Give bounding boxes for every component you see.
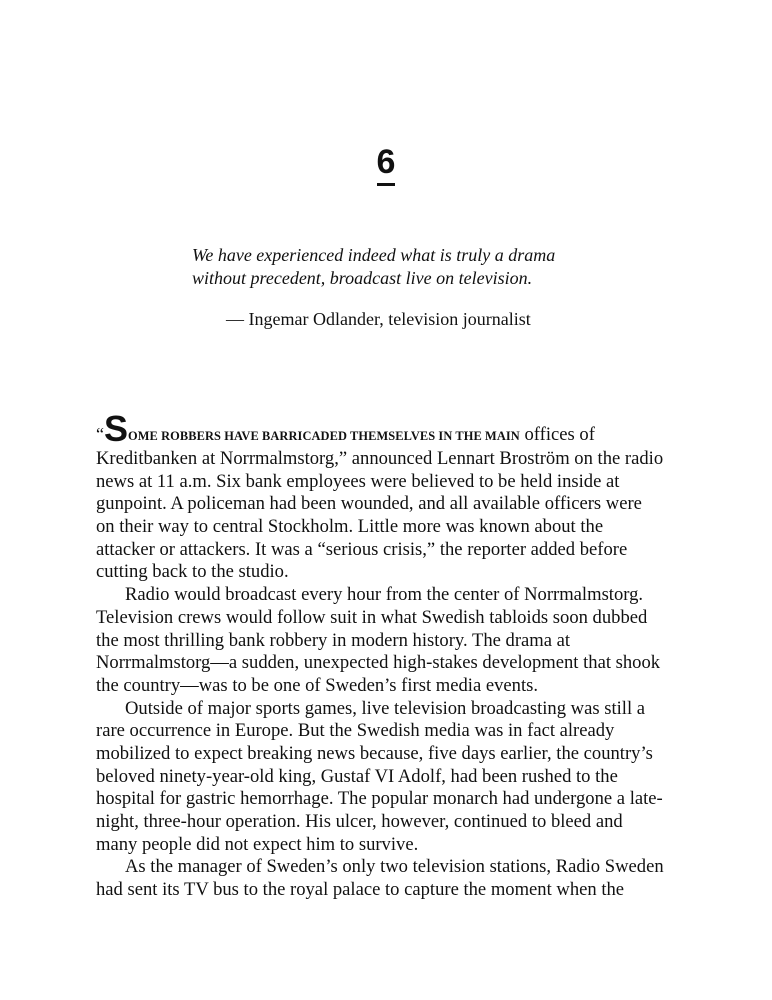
chapter-body <box>96 408 682 902</box>
body-line: beloved ninety-year-old king, Gustaf VI Adolf, had been rushed to the <box>96 765 618 787</box>
body-line: hospital for gastric hemorrhage. The popular monarch had undergone a late- <box>96 788 663 810</box>
paragraph-start-line: As the manager of Sweden’s only two television stations, Radio Sweden <box>125 856 664 878</box>
body-line: Television crews would follow suit in what Swedish tabloids soon dubbed <box>96 606 648 628</box>
body-line: night, three-hour operation. His ulcer, however, continued to bleed and <box>96 811 623 832</box>
body-line: news at 11 a.m. Six bank employees were believed to be held inside at <box>96 470 620 492</box>
chapter-number <box>0 142 772 182</box>
body-line: the country—was to be one of Sweden’s first media events. <box>96 674 539 696</box>
epigraph-line: without precedent, broadcast live on television. <box>192 268 533 288</box>
chapter-number-text: 6 <box>377 143 396 186</box>
epigraph-line: We have experienced indeed what is truly a drama <box>192 245 556 265</box>
body-line: Norrmalmstorg—a sudden, unexpected high-stakes development that shook <box>96 652 661 674</box>
opening-line <box>96 408 682 449</box>
body-line: the most thrilling bank robbery in modern history. The drama at <box>96 629 571 651</box>
body-line: cutting back to the studio. <box>96 561 289 583</box>
body-line: mobilized to expect breaking news because, five days earlier, the country’s <box>96 742 653 764</box>
paragraph-start-line: Radio would broadcast every hour from the center of Norrmalmstorg. <box>125 584 644 606</box>
body-line: gunpoint. A policeman had been wounded, and all available officers were <box>96 493 642 515</box>
epigraph-attribution: — Ingemar Odlander, television journalist <box>226 309 531 329</box>
opening-line-rest: offices of <box>519 424 595 445</box>
body-line: had sent its TV bus to the royal palace to capture the moment when the <box>96 879 625 901</box>
body-line: rare occurrence in Europe. But the Swedish media was in fact already <box>96 720 615 742</box>
small-caps-lead-in: OME ROBBERS HAVE BARRICADED THEMSELVES IN THE MAIN <box>128 429 520 443</box>
paragraph-start-line: Outside of major sports games, live television broadcasting was still a <box>125 697 646 719</box>
body-line: attacker or attackers. It was a “serious crisis,” the reporter added before <box>96 538 628 560</box>
opening-quote-mark: “ <box>96 424 104 444</box>
body-line: Kreditbanken at Norrmalmstorg,” announced Lennart Broström on the radio <box>96 448 664 469</box>
drop-cap-letter: S <box>104 408 129 449</box>
body-line: on their way to central Stockholm. Little more was known about the <box>96 516 604 538</box>
epigraph <box>192 244 612 290</box>
body-line: many people did not expect him to survive. <box>96 833 419 855</box>
